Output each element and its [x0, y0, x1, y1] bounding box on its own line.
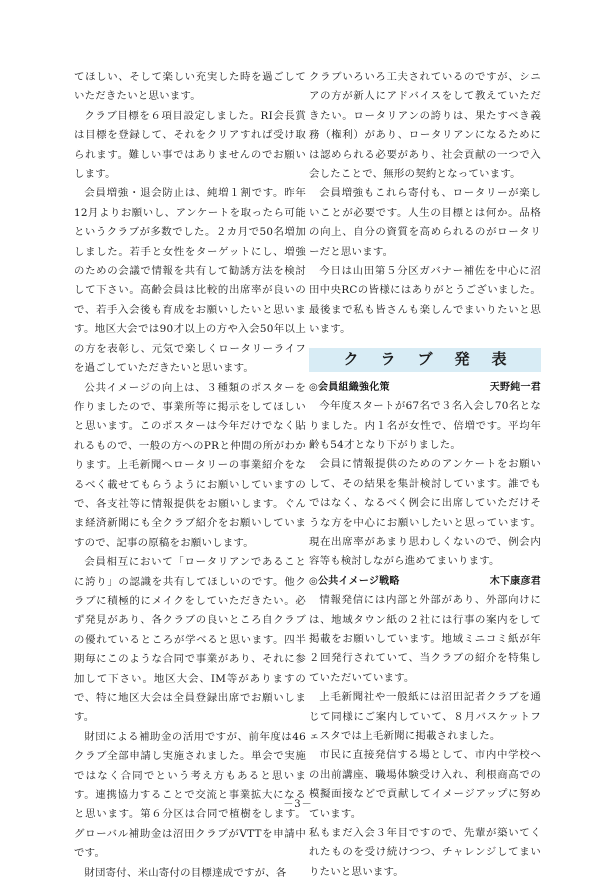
left-column: [74, 68, 306, 883]
paragraph: 会員相互において「ロータリアンであることに誇り」の認識を共有してほしいのです。他クラブに積極的にメイクをしていただきたい。必ず発見があり、各クラブの良いところ自クラブの優れているところが学べると思います。四半期毎にこのような合同で事業があり、それに参加して下さい。地区大会、IM等がありますので、特に地区大会は全員登録出席でお願いします。: [74, 556, 306, 724]
paragraph: 会員増強・退会防止は、純増１割です。昨年12月よりお願いし、アンケートを取ったら可能というクラブが多数でした。２カ月で50名増加しました。若手と女性をターゲットにし、増強のための会議で情報を共有して勧誘方法を検討して下さい。高齢会員は比較的出席率が良いので、若手入会後も育成をお願いしたいと思います。地区大会では90才以上の方や入会50年以上の方を表彰し、元気で楽しくロータリーライフを過ごしていただきたいと思います。: [74, 187, 306, 375]
section-banner: [309, 348, 541, 372]
speaker-name: 木下康彦君: [489, 575, 541, 587]
paragraph: 公共イメージの向上は、３種類のポスターを作りましたので、事業所等に掲示をしてほしいと思います。このポスターは今年だけでなく貼れるもので、一般の方へのPRと仲間の所がわかります。上毛新聞へロータリーの事業紹介をなるべく載せてもらうようにお願いしていますので、各支社等に情報提供をお願いします。ぐんま経済新聞にも全クラブ紹介をお願いしていますので、記事の原稿をお願いします。: [74, 381, 306, 549]
speaker-name: 天野純一君: [489, 381, 541, 393]
paragraph: クラブいろいろ工夫されているのですが、シニアの方が新人にアドバイスをして教えていただきたい。ロータリアンの誇りは、果たすべき義務（権利）があり、ロータリアンになるためには認められる必要があり、社会貢献の一つで入会したことで、無形の契約となっています。: [309, 71, 541, 181]
paragraph: 情報発信には内部と外部があり、外部向けには、地域タウン紙の２社には行事の案内をして掲載をお願いしています。地域ミニコミ紙が年２回発行されていて、当クラブの紹介を特集していただいています。: [309, 594, 541, 684]
paragraph: てほしい、そして楽しい充実した時を過ごしていただきたいと思います。: [74, 71, 306, 103]
paragraph: 財団寄付、米山寄付の目標達成ですが、各: [84, 866, 287, 879]
paragraph: 私もまだ入会３年目ですので、先輩が築いてくれたものを受け続けつつ、チャレンジしてまいりたいと思います。: [309, 827, 541, 878]
paragraph: 会員増強もこれら寄付も、ロータリーが楽しいことが必要です。人生の目標とは何か。品格の向上、自分の資質を高められるのがロータリーだと思います。: [309, 187, 541, 258]
banner-title: クラブ発表: [343, 349, 529, 368]
paragraph: 今日は山田第５分区ガバナー補佐を中心に沼田中央RCの皆様にはありがとうございました。最後まで私も皆さんも楽しんでまいりたいと思います。: [309, 265, 541, 336]
section-title: ◎公共イメージ戦略: [309, 575, 400, 587]
paragraph: 今年度スタートが67名で３名入会し70名となりました。内１名が女性で、倍増です。平均年齢も54才となり下がりました。: [309, 400, 541, 451]
section-title: ◎会員組織強化策: [309, 381, 390, 393]
paragraph: 会員に情報提供のためのアンケートをお願いして、その結果を集計検討しています。誰でもではなく、なるべく例会に出席していただけそうな方を中心にお願いしたいと思っています。現在出席率があまり思わしくないので、例会内容等も検討しながら進めてまいります。: [309, 458, 541, 568]
section-heading: [309, 378, 541, 397]
page-number: －3－: [283, 799, 313, 810]
paragraph: 市民に直接発信する場として、市内中学校への出前講座、職場体験受け入れ、利根商高での模擬面接などで貢献してイメージアップに努めています。: [309, 749, 541, 820]
paragraph: 財団による補助金の活用ですが、前年度は46クラブ全部申請し実施されました。単会で実施ではなく合同でという考え方もあると思います。連携協力することで交流と事業拡大になると思います。第６分区は合同で植樹をします。グローバル補助金は沼田クラブがVTTを申請中です。: [74, 730, 306, 860]
section-heading: [309, 572, 541, 591]
paragraph: クラブ目標を６項目設定しました。RI会長賞は目標を登録して、それをクリアすれば受け取られます。難しい事ではありませんのでお願いします。: [74, 109, 306, 181]
paragraph: 上毛新聞社や一般紙には沼田記者クラブを通じて同様にご案内していて、８月バスケットフェスタでは上毛新聞に掲載されました。: [309, 691, 541, 742]
right-column: [309, 68, 541, 882]
